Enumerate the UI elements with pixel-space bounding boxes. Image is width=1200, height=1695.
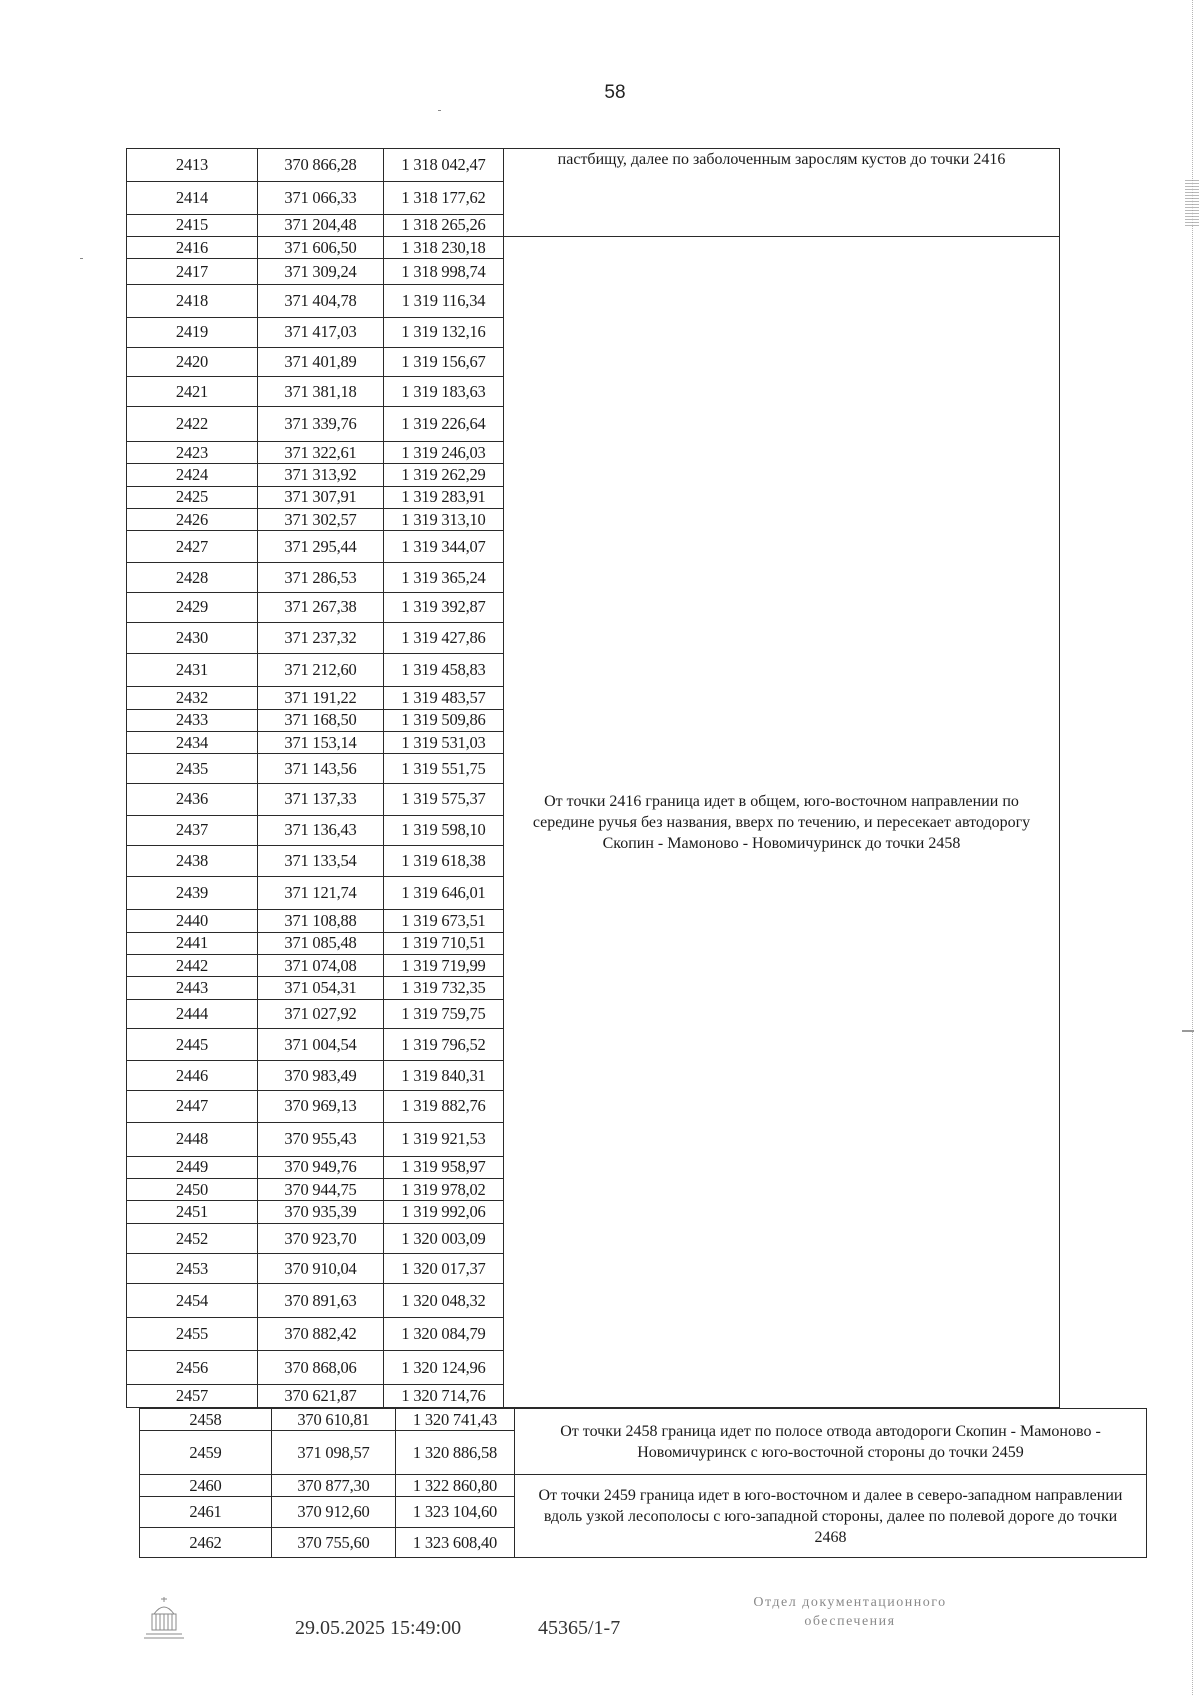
description-text: От точки 2416 граница идет в общем, юго-восточном направлении по середине ручья без названия, вверх по течению, и пересекает автодорогу Скопин - Мамоново - Новомичуринск до точки 2458 [532,792,1031,852]
y-coordinate-cell: 1 319 759,75 [384,999,504,1029]
y-coordinate-cell: 1 319 116,34 [384,284,504,317]
y-coordinate-cell: 1 320 048,32 [384,1284,504,1318]
point-number-cell: 2417 [127,259,258,284]
table-row [127,149,1060,182]
point-number-cell: 2431 [127,654,258,687]
x-coordinate-cell: 371 137,33 [258,784,384,816]
footer-stamp [700,1593,1000,1631]
point-number-cell: 2425 [127,486,258,508]
x-coordinate-cell: 370 923,70 [258,1223,384,1254]
y-coordinate-cell: 1 319 719,99 [384,954,504,976]
x-coordinate-cell: 371 004,54 [258,1029,384,1061]
x-coordinate-cell: 371 133,54 [258,845,384,877]
y-coordinate-cell: 1 319 483,57 [384,687,504,709]
coordinates-table-upper [126,148,1060,1408]
y-coordinate-cell: 1 319 458,83 [384,654,504,687]
x-coordinate-cell: 371 295,44 [258,531,384,563]
point-number-cell: 2445 [127,1029,258,1061]
y-coordinate-cell: 1 319 531,03 [384,731,504,753]
x-coordinate-cell: 371 191,22 [258,687,384,709]
point-number-cell: 2437 [127,815,258,845]
y-coordinate-cell: 1 320 084,79 [384,1318,504,1351]
x-coordinate-cell: 371 098,57 [272,1431,396,1475]
x-coordinate-cell: 371 401,89 [258,347,384,377]
x-coordinate-cell: 371 309,24 [258,259,384,284]
x-coordinate-cell: 371 302,57 [258,508,384,530]
point-number-cell: 2447 [127,1090,258,1122]
y-coordinate-cell: 1 318 998,74 [384,259,504,284]
x-coordinate-cell: 371 108,88 [258,910,384,932]
point-number-cell: 2440 [127,910,258,932]
x-coordinate-cell: 371 606,50 [258,237,384,259]
point-number-cell: 2433 [127,709,258,731]
description-text: От точки 2458 граница идет по полосе отвода автодороги Скопин - Мамоново - Новомичуринск с юго-восточной стороны до точки 2459 [560,1422,1101,1461]
y-coordinate-cell: 1 319 226,64 [384,407,504,442]
point-number-cell: 2420 [127,347,258,377]
y-coordinate-cell: 1 319 262,29 [384,464,504,486]
point-number-cell: 2434 [127,731,258,753]
y-coordinate-cell: 1 319 551,75 [384,754,504,784]
point-number-cell: 2439 [127,877,258,910]
footer-doc-number: 45365/1-7 [538,1617,621,1639]
y-coordinate-cell: 1 319 646,01 [384,877,504,910]
x-coordinate-cell: 370 868,06 [258,1351,384,1385]
point-number-cell: 2418 [127,284,258,317]
point-number-cell: 2460 [140,1475,272,1497]
y-coordinate-cell: 1 319 344,07 [384,531,504,563]
point-number-cell: 2441 [127,932,258,954]
scan-artifact [438,110,441,111]
x-coordinate-cell: 370 891,63 [258,1284,384,1318]
point-number-cell: 2455 [127,1318,258,1351]
x-coordinate-cell: 370 955,43 [258,1122,384,1156]
x-coordinate-cell: 371 286,53 [258,563,384,593]
point-number-cell: 2461 [140,1497,272,1528]
description-text: От точки 2459 граница идет в юго-восточном и далее в северо-западном направлении вдоль узкой лесополосы с юго-западной стороны, далее по полевой дороге до точки 2468 [538,1486,1123,1546]
description-text: пастбищу, далее по заболоченным зарослям кустов до точки 2416 [557,151,1006,168]
point-number-cell: 2424 [127,464,258,486]
x-coordinate-cell: 371 074,08 [258,954,384,976]
y-coordinate-cell: 1 319 132,16 [384,317,504,347]
point-number-cell: 2457 [127,1385,258,1408]
x-coordinate-cell: 371 054,31 [258,977,384,999]
x-coordinate-cell: 370 944,75 [258,1179,384,1201]
coordinates-table-lower [139,1408,1147,1558]
x-coordinate-cell: 371 204,48 [258,214,384,236]
y-coordinate-cell: 1 320 017,37 [384,1254,504,1284]
x-coordinate-cell: 370 935,39 [258,1201,384,1223]
x-coordinate-cell: 371 153,14 [258,731,384,753]
point-number-cell: 2450 [127,1179,258,1201]
point-number-cell: 2426 [127,508,258,530]
point-number-cell: 2454 [127,1284,258,1318]
scan-margin-line [1192,0,1194,1695]
y-coordinate-cell: 1 318 230,18 [384,237,504,259]
x-coordinate-cell: 370 621,87 [258,1385,384,1408]
scan-artifact [1185,180,1199,226]
x-coordinate-cell: 371 313,92 [258,464,384,486]
y-coordinate-cell: 1 320 003,09 [384,1223,504,1254]
point-number-cell: 2435 [127,754,258,784]
y-coordinate-cell: 1 319 710,51 [384,932,504,954]
y-coordinate-cell: 1 319 796,52 [384,1029,504,1061]
y-coordinate-cell: 1 319 958,97 [384,1156,504,1178]
point-number-cell: 2451 [127,1201,258,1223]
point-number-cell: 2458 [140,1409,272,1431]
y-coordinate-cell: 1 320 886,58 [396,1431,515,1475]
table-row [140,1475,1147,1497]
point-number-cell: 2444 [127,999,258,1029]
point-number-cell: 2428 [127,563,258,593]
x-coordinate-cell: 371 168,50 [258,709,384,731]
point-number-cell: 2432 [127,687,258,709]
point-number-cell: 2453 [127,1254,258,1284]
y-coordinate-cell: 1 318 177,62 [384,181,504,214]
y-coordinate-cell: 1 320 124,96 [384,1351,504,1385]
point-number-cell: 2436 [127,784,258,816]
x-coordinate-cell: 371 322,61 [258,442,384,464]
x-coordinate-cell: 371 404,78 [258,284,384,317]
x-coordinate-cell: 371 143,56 [258,754,384,784]
y-coordinate-cell: 1 319 509,86 [384,709,504,731]
y-coordinate-cell: 1 319 365,24 [384,563,504,593]
x-coordinate-cell: 371 085,48 [258,932,384,954]
table-row [140,1409,1147,1431]
point-number-cell: 2459 [140,1431,272,1475]
y-coordinate-cell: 1 319 921,53 [384,1122,504,1156]
y-coordinate-cell: 1 319 598,10 [384,815,504,845]
y-coordinate-cell: 1 319 283,91 [384,486,504,508]
y-coordinate-cell: 1 319 992,06 [384,1201,504,1223]
x-coordinate-cell: 370 912,60 [272,1497,396,1528]
x-coordinate-cell: 370 866,28 [258,149,384,182]
point-number-cell: 2452 [127,1223,258,1254]
y-coordinate-cell: 1 319 673,51 [384,910,504,932]
point-number-cell: 2423 [127,442,258,464]
footer-datetime: 29.05.2025 15:49:00 [295,1617,462,1639]
point-number-cell: 2422 [127,407,258,442]
y-coordinate-cell: 1 319 427,86 [384,622,504,654]
x-coordinate-cell: 371 212,60 [258,654,384,687]
x-coordinate-cell: 371 237,32 [258,622,384,654]
x-coordinate-cell: 371 027,92 [258,999,384,1029]
emblem-icon [142,1594,186,1642]
boundary-description [515,1409,1147,1475]
table-row [127,237,1060,259]
y-coordinate-cell: 1 319 978,02 [384,1179,504,1201]
point-number-cell: 2414 [127,181,258,214]
boundary-description [504,149,1060,237]
stamp-line-1: Отдел документационного [753,1595,947,1610]
x-coordinate-cell: 371 307,91 [258,486,384,508]
point-number-cell: 2427 [127,531,258,563]
point-number-cell: 2438 [127,845,258,877]
y-coordinate-cell: 1 319 618,38 [384,845,504,877]
point-number-cell: 2456 [127,1351,258,1385]
point-number-cell: 2419 [127,317,258,347]
y-coordinate-cell: 1 319 313,10 [384,508,504,530]
y-coordinate-cell: 1 323 104,60 [396,1497,515,1528]
x-coordinate-cell: 371 136,43 [258,815,384,845]
x-coordinate-cell: 370 877,30 [272,1475,396,1497]
boundary-description [515,1475,1147,1558]
stamp-line-2: обеспечения [804,1614,896,1629]
x-coordinate-cell: 371 417,03 [258,317,384,347]
point-number-cell: 2421 [127,377,258,407]
point-number-cell: 2443 [127,977,258,999]
y-coordinate-cell: 1 318 042,47 [384,149,504,182]
x-coordinate-cell: 370 910,04 [258,1254,384,1284]
point-number-cell: 2449 [127,1156,258,1178]
y-coordinate-cell: 1 319 183,63 [384,377,504,407]
x-coordinate-cell: 370 949,76 [258,1156,384,1178]
y-coordinate-cell: 1 319 575,37 [384,784,504,816]
point-number-cell: 2446 [127,1061,258,1091]
x-coordinate-cell: 370 610,81 [272,1409,396,1431]
point-number-cell: 2413 [127,149,258,182]
x-coordinate-cell: 370 882,42 [258,1318,384,1351]
y-coordinate-cell: 1 323 608,40 [396,1528,515,1558]
y-coordinate-cell: 1 319 392,87 [384,592,504,622]
point-number-cell: 2442 [127,954,258,976]
y-coordinate-cell: 1 319 882,76 [384,1090,504,1122]
x-coordinate-cell: 371 267,38 [258,592,384,622]
point-number-cell: 2429 [127,592,258,622]
y-coordinate-cell: 1 319 840,31 [384,1061,504,1091]
point-number-cell: 2448 [127,1122,258,1156]
x-coordinate-cell: 371 339,76 [258,407,384,442]
y-coordinate-cell: 1 319 732,35 [384,977,504,999]
y-coordinate-cell: 1 320 714,76 [384,1385,504,1408]
scan-artifact [80,258,83,259]
x-coordinate-cell: 370 969,13 [258,1090,384,1122]
x-coordinate-cell: 370 755,60 [272,1528,396,1558]
y-coordinate-cell: 1 319 156,67 [384,347,504,377]
point-number-cell: 2416 [127,237,258,259]
x-coordinate-cell: 371 066,33 [258,181,384,214]
page-number: 58 [604,82,626,103]
x-coordinate-cell: 371 381,18 [258,377,384,407]
y-coordinate-cell: 1 318 265,26 [384,214,504,236]
point-number-cell: 2430 [127,622,258,654]
y-coordinate-cell: 1 319 246,03 [384,442,504,464]
y-coordinate-cell: 1 320 741,43 [396,1409,515,1431]
point-number-cell: 2462 [140,1528,272,1558]
boundary-description [504,237,1060,1408]
point-number-cell: 2415 [127,214,258,236]
scan-artifact [1182,1030,1194,1032]
x-coordinate-cell: 371 121,74 [258,877,384,910]
x-coordinate-cell: 370 983,49 [258,1061,384,1091]
y-coordinate-cell: 1 322 860,80 [396,1475,515,1497]
